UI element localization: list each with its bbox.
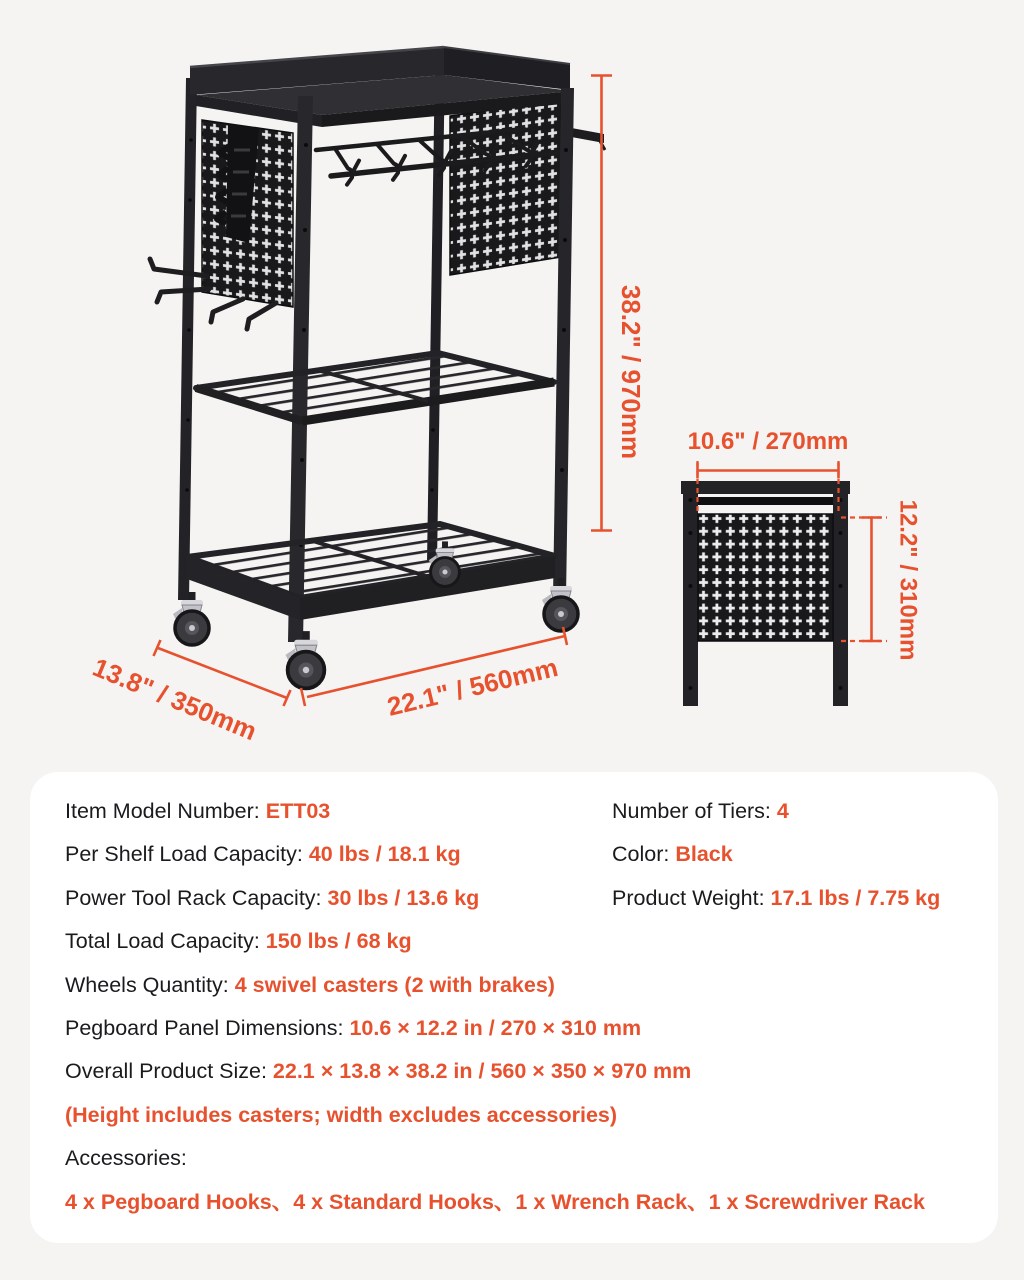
bottom-wire-shelf <box>187 524 555 620</box>
tool-cart-illustration <box>150 47 605 688</box>
spec-row-accessories-heading <box>65 1137 925 1180</box>
spec-row-overall-size <box>65 1050 925 1093</box>
spec-row-tiers <box>612 790 940 833</box>
caster-wheel-front-right <box>542 578 578 631</box>
spec-label: Pegboard Panel Dimensions: <box>65 1015 350 1040</box>
width-dimension-label: 22.1" / 560mm <box>384 652 561 722</box>
spec-label: Wheels Quantity: <box>65 972 235 997</box>
spec-value: 17.1 lbs / 7.75 kg <box>770 885 941 910</box>
spec-label: Number of Tiers: <box>612 799 777 823</box>
spec-label: Accessories: <box>65 1146 187 1171</box>
pegboard-side-view <box>681 481 850 706</box>
spec-label: Item Model Number: <box>65 799 266 823</box>
spec-row-accessories-list <box>65 1181 925 1224</box>
spec-value: 40 lbs / 18.1 kg <box>308 842 461 867</box>
spec-row-weight <box>612 877 940 920</box>
spec-row-size-note <box>65 1094 925 1137</box>
spec-value: 4 x Pegboard Hooks、4 x Standard Hooks、1 x Wrench Rack、1 x Screwdriver Rack <box>65 1189 925 1214</box>
right-pegboard-panel <box>450 100 561 275</box>
spec-card <box>30 772 998 1243</box>
spec-value: 4 <box>776 799 789 823</box>
spec-value: 22.1 × 13.8 × 38.2 in / 560 × 350 × 970 mm <box>272 1059 692 1084</box>
spec-value: ETT03 <box>265 799 331 823</box>
height-dimension-label: 38.2" / 970mm <box>616 284 647 460</box>
middle-wire-shelf <box>196 353 554 421</box>
spec-row-color <box>612 833 940 876</box>
spec-label: Color: <box>612 842 676 867</box>
spec-row-wheels <box>65 964 925 1007</box>
back-left-post <box>178 78 197 600</box>
pegboard-width-dimension-label: 10.6" / 270mm <box>687 428 849 455</box>
spec-label: Per Shelf Load Capacity: <box>65 842 309 867</box>
spec-label: Overall Product Size: <box>65 1059 273 1084</box>
spec-label: Product Weight: <box>612 885 771 910</box>
depth-dimension-label: 13.8" / 350mm <box>88 651 262 747</box>
spec-row-pegboard-dimensions <box>65 1007 925 1050</box>
spec-label: Power Tool Rack Capacity: <box>65 885 328 910</box>
spec-value: (Height includes casters; width excludes accessories) <box>65 1102 618 1127</box>
spec-row-total-capacity <box>65 920 925 963</box>
spec-value: 4 swivel casters (2 with brakes) <box>234 972 555 997</box>
pegboard-height-dimension-label: 12.2" / 310mm <box>894 499 922 661</box>
spec-value: 150 lbs / 68 kg <box>265 929 412 954</box>
spec-value: 10.6 × 12.2 in / 270 × 310 mm <box>349 1015 642 1040</box>
spec-value: Black <box>675 842 733 867</box>
spec-label: Total Load Capacity: <box>65 929 266 954</box>
spec-value: 30 lbs / 13.6 kg <box>327 885 480 910</box>
spec-rows-right <box>612 790 940 920</box>
